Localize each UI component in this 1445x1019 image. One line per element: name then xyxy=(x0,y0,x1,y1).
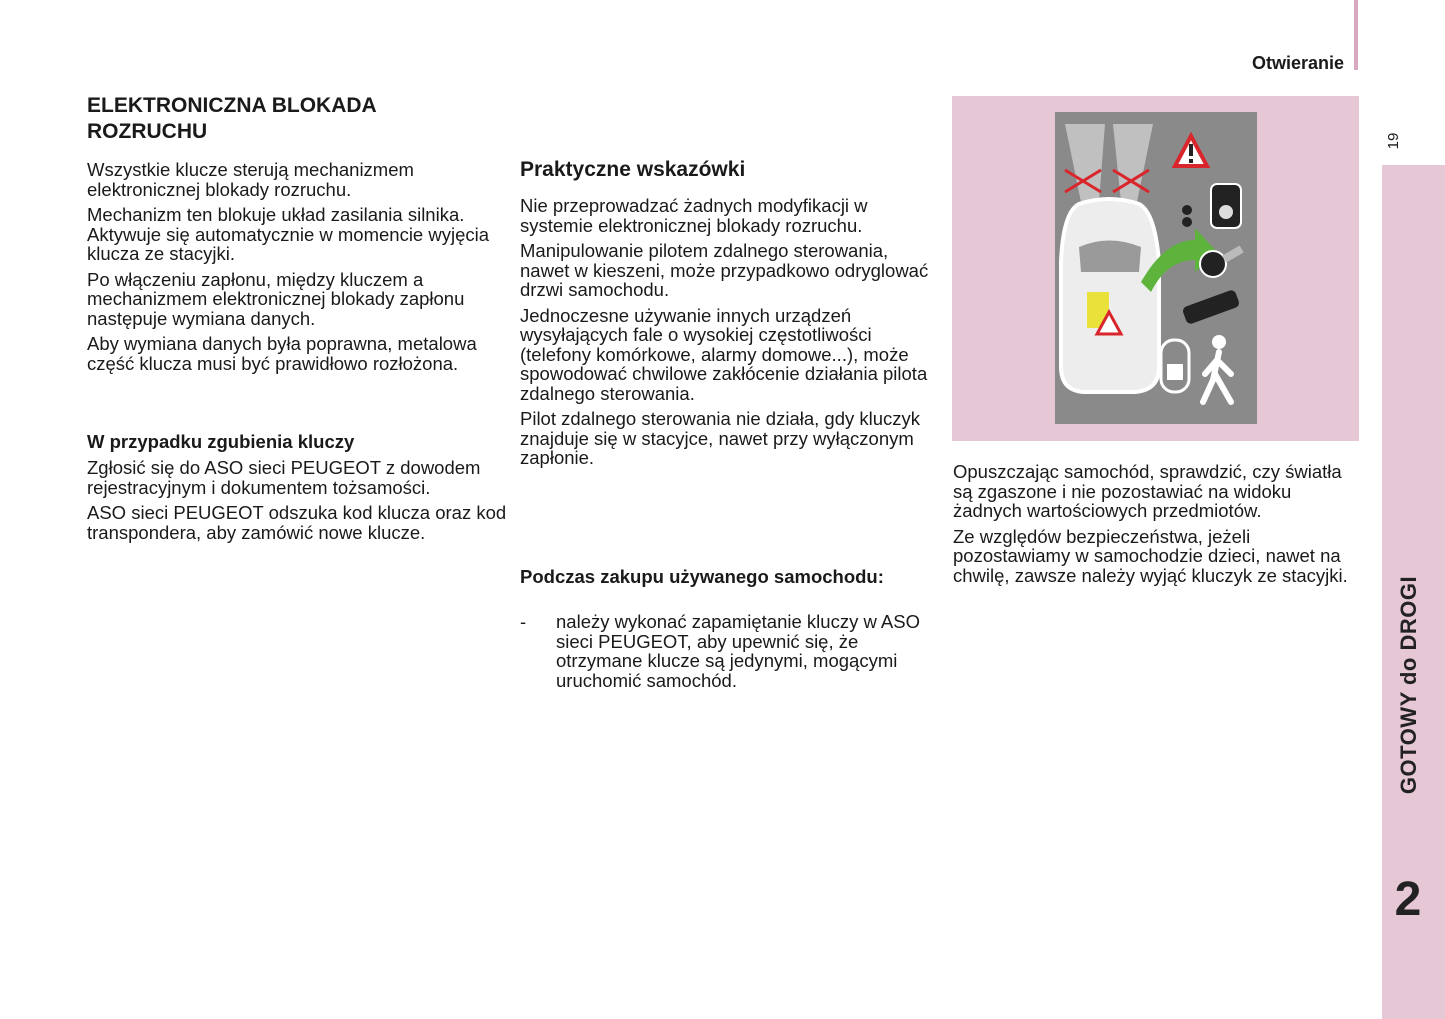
warning-triangle-dot xyxy=(1189,159,1193,163)
list-item-text: należy wykonać zapamiętanie kluczy w ASO sieci PEUGEOT, aby upewnić się, że otrzymane klucze są jedynymi, mogącymi uruchomić samochód. xyxy=(556,611,921,691)
paragraph: Pilot zdalnego sterowania nie działa, gdy kluczyk znajduje się w stacyjce, nawet przy wyłączonym zapłonie. xyxy=(520,408,921,468)
column-1-body xyxy=(87,160,507,379)
used-car-subheading: Podczas zakupu używanego samochodu: xyxy=(520,566,884,587)
key-blade xyxy=(1222,246,1243,263)
car-windshield xyxy=(1079,241,1141,273)
page-number: 19 xyxy=(1384,132,1402,150)
security-illustration-svg xyxy=(1055,112,1257,424)
running-header: Otwieranie xyxy=(1251,53,1344,73)
chapter-number: 2 xyxy=(1394,873,1422,926)
key-icon xyxy=(1200,251,1226,277)
warning-triangle-mark xyxy=(1189,144,1193,156)
chapter-title: GOTOWY do DROGI xyxy=(1396,575,1421,795)
paragraph: Manipulowanie pilotem zdalnego sterowania, nawet w kieszeni, może przypadkowo odryglować drzwi samochodu. xyxy=(520,240,929,300)
paragraph: Zgłosić się do ASO sieci PEUGEOT z dowodem rejestracyjnym i dokumentem tożsamości. xyxy=(87,457,481,498)
paragraph: Mechanizm ten blokuje układ zasilania silnika. Aktywuje się automatycznie w momencie wyjęcia klucza ze stacyjki. xyxy=(87,204,490,264)
paragraph: Ze względów bezpieczeństwa, jeżeli pozostawiamy w samochodzie dzieci, nawet na chwilę, zawsze należy wyjąć kluczyk ze stacyjki. xyxy=(953,525,1348,586)
practical-tips-heading: Praktyczne wskazówki xyxy=(520,158,746,181)
earphones-icon xyxy=(1182,205,1192,215)
earphones-icon-2 xyxy=(1182,217,1192,227)
lock-body xyxy=(1167,364,1183,380)
paragraph: Nie przeprowadzać żadnych modyfikacji w systemie elektronicznej blokady rozruchu. xyxy=(520,195,868,236)
usb-stick-icon xyxy=(1182,289,1241,325)
security-illustration xyxy=(1055,112,1257,424)
paragraph: Po włączeniu zapłonu, między kluczem a mechanizmem elektronicznej blokady zapłonu następuje wymiana danych. xyxy=(87,268,465,329)
lost-keys-body xyxy=(87,458,507,548)
mp3-wheel xyxy=(1219,205,1233,219)
paragraph: Jednoczesne używanie innych urządzeń wysyłających fale o wysokiej częstotliwości (telefony komórkowe, alarmy domowe...), może spowodować chwilowe zakłócenie działania pilota zdalnego sterowania. xyxy=(520,304,928,404)
column-2-body xyxy=(520,196,932,474)
pedestrian-icon xyxy=(1212,335,1226,349)
list-dash: - xyxy=(520,611,527,632)
header-rule xyxy=(1354,0,1358,70)
section-title: ELEKTRONICZNA BLOKADA ROZRUCHU xyxy=(87,94,376,143)
paragraph: Aby wymiana danych była poprawna, metalowa część klucza musi być prawidłowo rozłożona. xyxy=(87,333,477,374)
paragraph: ASO sieci PEUGEOT odszuka kod klucza oraz kod transpondera, aby zamówić nowe klucze. xyxy=(87,502,507,543)
pedestrian-body xyxy=(1203,352,1231,402)
column-3-body xyxy=(953,462,1355,591)
paragraph: Wszystkie klucze sterują mechanizmem elektronicznej blokady rozruchu. xyxy=(87,159,414,200)
paragraph: Opuszczając samochód, sprawdzić, czy światła są zgaszone i nie pozostawiać na widoku żadnych wartościowych przedmiotów. xyxy=(953,461,1342,521)
chapter-title-container xyxy=(1382,165,1436,865)
subheading-lost-keys: W przypadku zgubienia kluczy xyxy=(87,431,355,452)
car-top-view xyxy=(1061,199,1159,392)
